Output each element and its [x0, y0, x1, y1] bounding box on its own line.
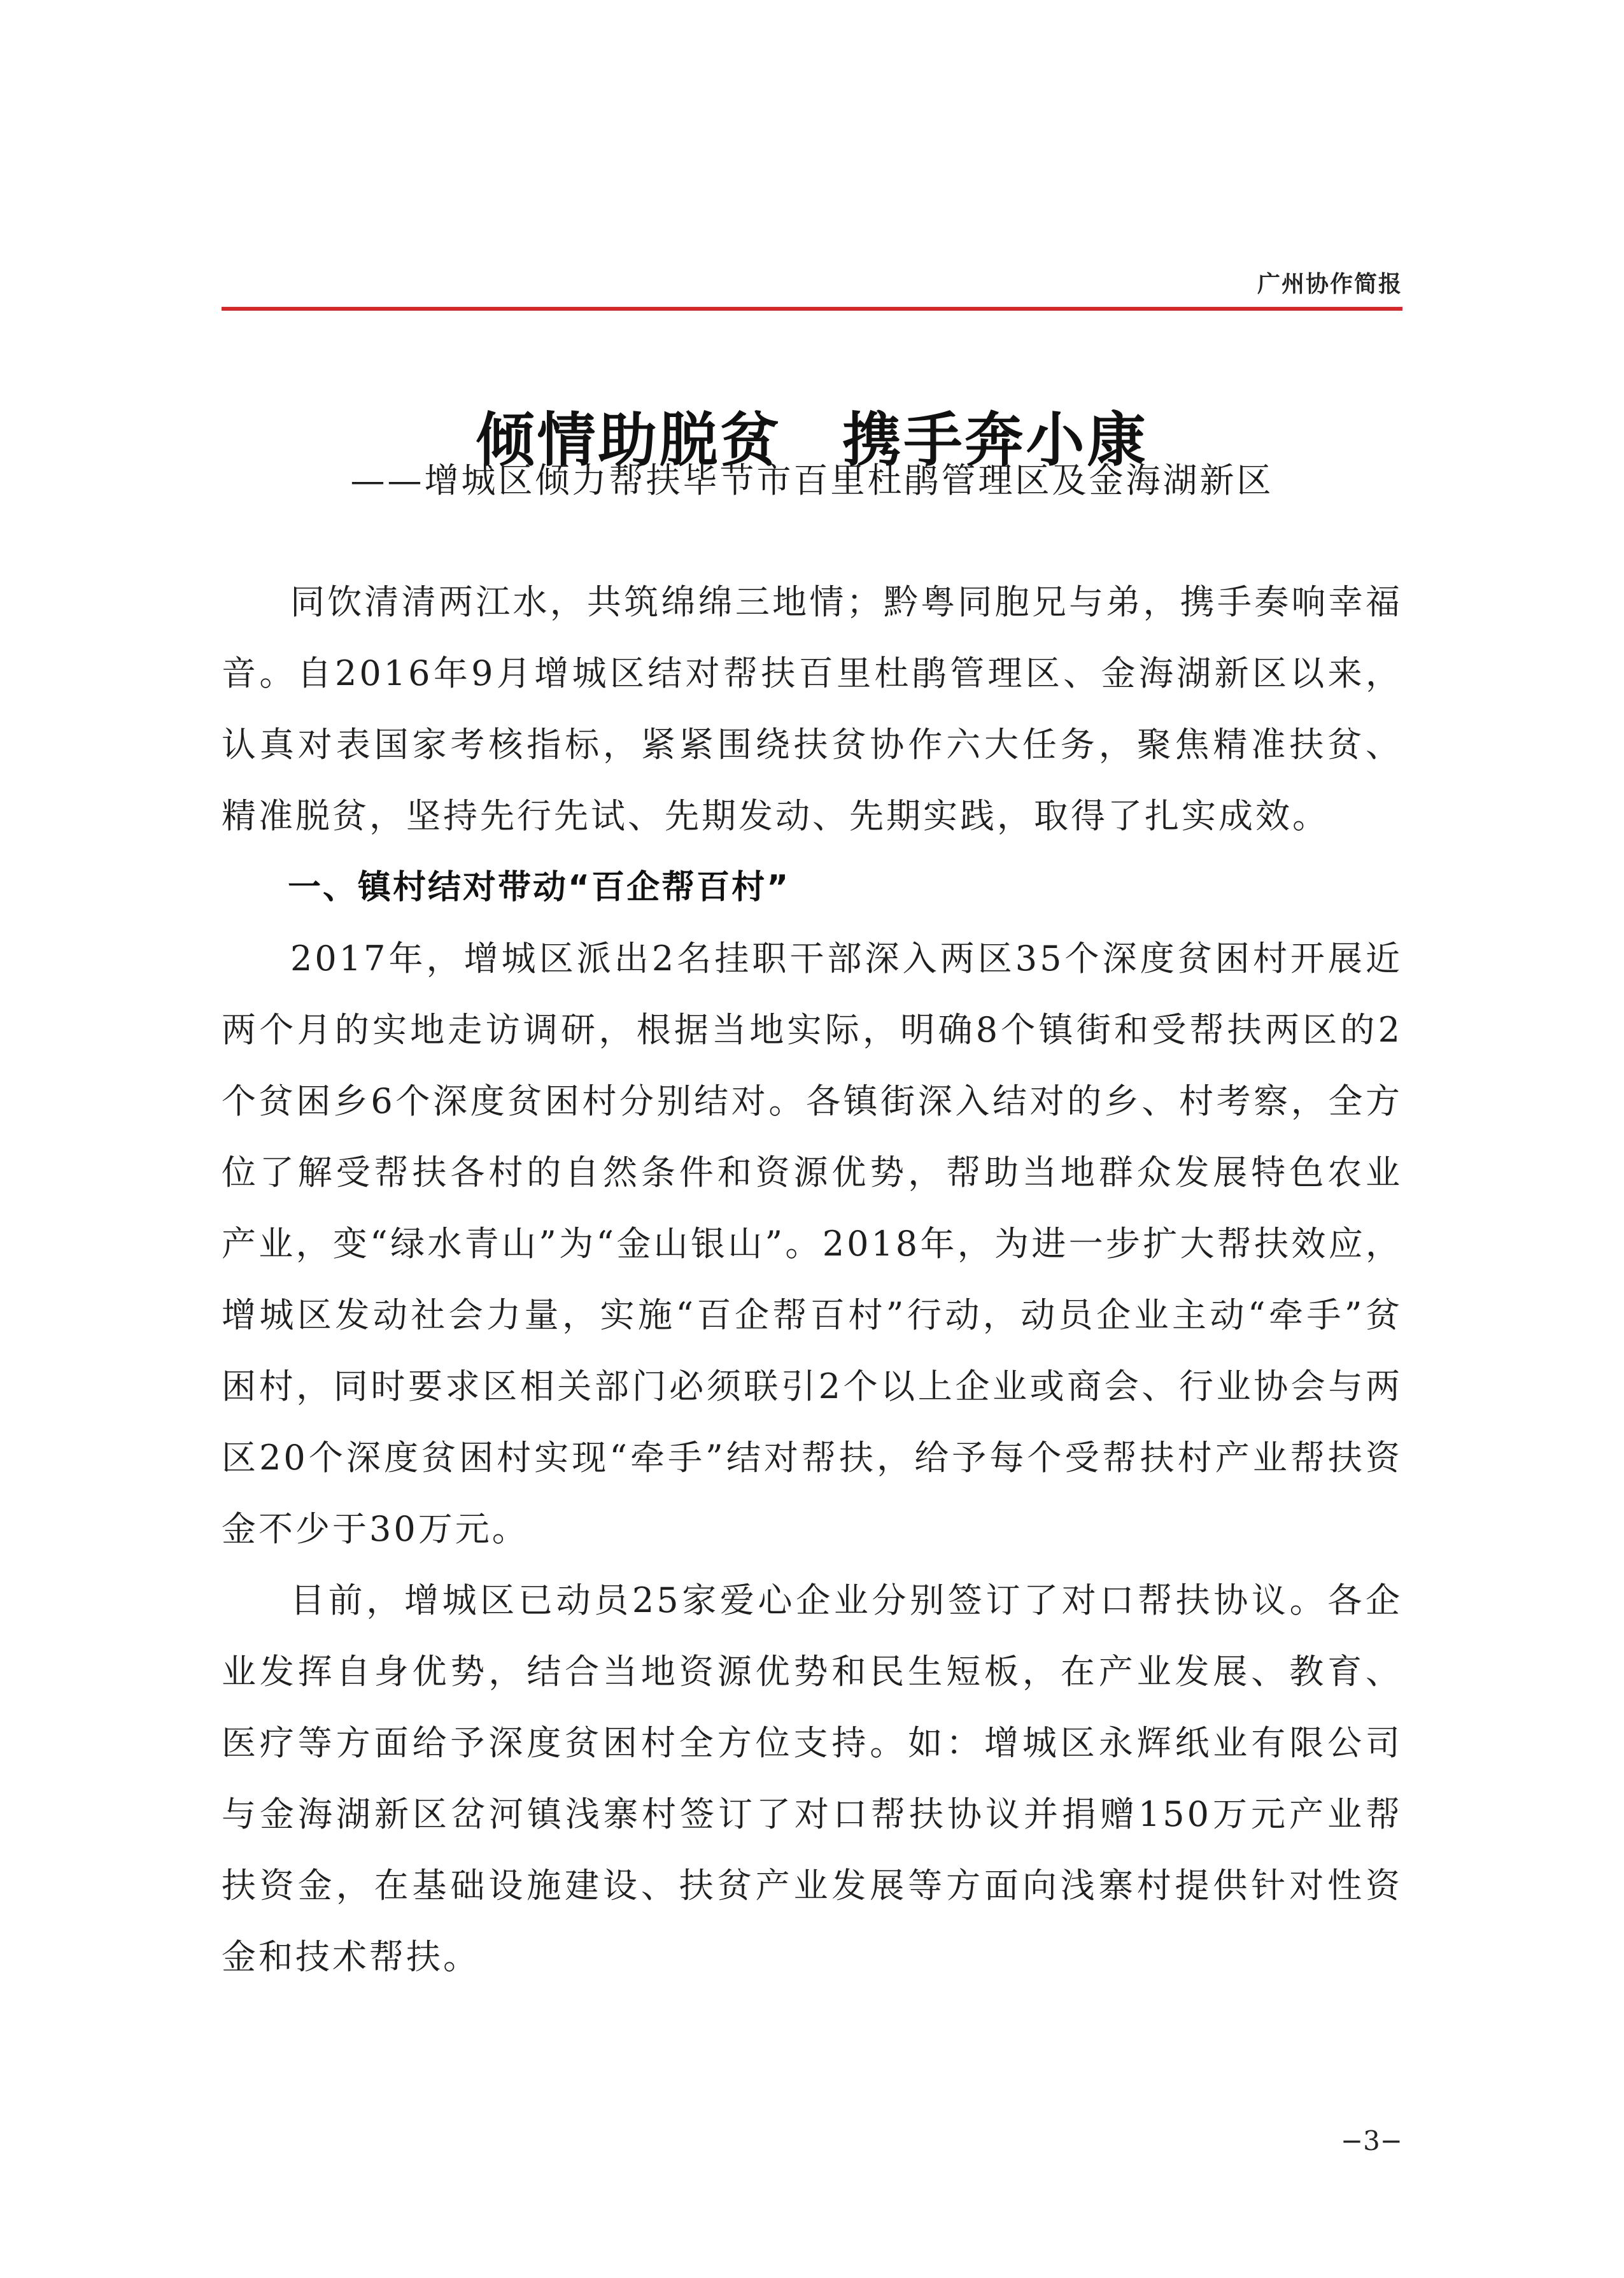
- header-divider: [222, 307, 1402, 311]
- page-number: −3−: [1340, 2125, 1402, 2156]
- section-paragraph-2: 目前，增城区已动员25家爱心企业分别签订了对口帮扶协议。各企业发挥自身优势，结合当地资源优势和民生短板，在产业发展、教育、医疗等方面给予深度贫困村全方位支持。如：增城区永辉纸业有限公司与金海湖新区岔河镇浅寨村签订了对口帮扶协议并捐赠150万元产业帮扶资金，在基础设施建设、扶贫产业发展等方面向浅寨村提供针对性资金和技术帮扶。: [222, 1580, 1402, 1977]
- page-title: 倾情助脱贫 携手奔小康: [476, 405, 1148, 474]
- section-heading: 一、镇村结对带动“百企帮百村”: [288, 868, 791, 907]
- publication-name: 广州协作简报: [1257, 271, 1402, 297]
- section-paragraph-1: 2017年，增城区派出2名挂职干部深入两区35个深度贫困村开展近两个月的实地走访调研，根据当地实际，明确8个镇街和受帮扶两区的2个贫困乡6个深度贫困村分别结对。各镇街深入结对的乡、村考察，全方位了解受帮扶各村的自然条件和资源优势，帮助当地群众发展特色农业产业，变“绿水青山”为“金山银山”。2018年，为进一步扩大帮扶效应，增城区发动社会力量，实施“百企帮百村”行动，动员企业主动“牵手”贫困村，同时要求区相关部门必须联引2个以上企业或商会、行业协会与两区20个深度贫困村实现“牵手”结对帮扶，给予每个受帮扶村产业帮扶资金不少于30万元。: [222, 938, 1402, 1549]
- article-body: [222, 567, 1402, 1993]
- intro-paragraph: 同饮清清两江水，共筑绵绵三地情；黔粤同胞兄与弟，携手奏响幸福音。自2016年9月增城区结对帮扶百里杜鹃管理区、金海湖新区以来，认真对表国家考核指标，紧紧围绕扶贫协作六大任务，聚焦精准扶贫、精准脱贫，坚持先行先试、先期发动、先期实践，取得了扎实成效。: [222, 582, 1402, 836]
- page-subtitle: ——增城区倾力帮扶毕节市百里杜鹃管理区及金海湖新区: [350, 460, 1274, 500]
